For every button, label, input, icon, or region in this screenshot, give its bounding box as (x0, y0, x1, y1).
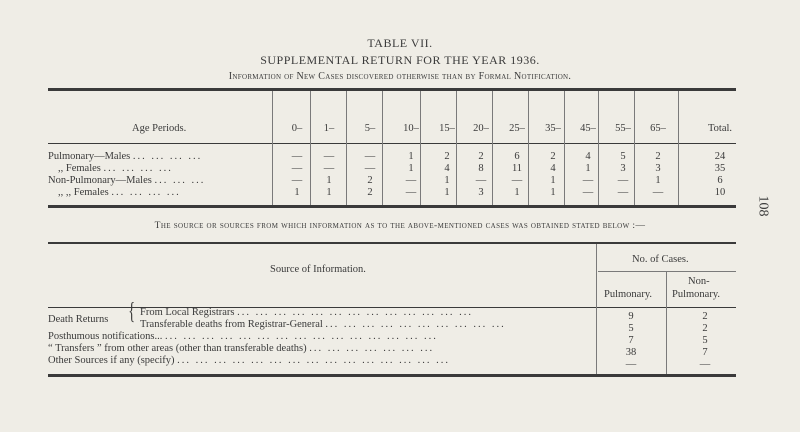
table2-row-label (48, 343, 434, 354)
table1-cell: 3 (620, 163, 626, 174)
leader-dots: ... ... ... ... (132, 151, 203, 162)
table1-header-rule (48, 143, 736, 144)
page-number: 108 (755, 195, 771, 217)
table2-row-label (48, 355, 450, 366)
table1-cell: — (323, 163, 335, 174)
table1-column-divider (678, 91, 679, 205)
row-label-text: Transferable deaths from Registrar-General (140, 319, 323, 330)
table1-cell: — (364, 163, 376, 174)
table1-cell: 1 (550, 175, 556, 186)
table1-cell: 6 (717, 175, 723, 186)
nonpulmonary-header-line1: Non- (688, 276, 710, 287)
column-header: 15– (439, 123, 455, 134)
table1-cell: 1 (514, 187, 520, 198)
table2-divider (596, 244, 597, 374)
table1-cell: — (405, 175, 417, 186)
table1-cell: 1 (326, 187, 332, 198)
pulmonary-header: Pulmonary. (604, 289, 653, 300)
table1-cell: 6 (514, 151, 520, 162)
table2-row-label (48, 331, 438, 342)
pulmonary-cell: 7 (628, 335, 634, 346)
cases-header: No. of Cases. (632, 254, 689, 265)
table1-cell: 35 (714, 163, 726, 174)
table1-cell: 8 (478, 163, 484, 174)
table2-row-label (140, 319, 506, 330)
nonpulmonary-header-line2: Pulmonary. (672, 289, 721, 300)
nonpulmonary-cell: 7 (702, 347, 708, 358)
row-label-text: ,, ,, Females (58, 187, 109, 198)
table1-cell: 2 (550, 151, 556, 162)
column-header: 55– (615, 123, 631, 134)
table1-cell: 1 (655, 175, 661, 186)
table1-row-label (58, 163, 173, 174)
pulmonary-cell: 5 (628, 323, 634, 334)
nonpulmonary-cell: 5 (702, 335, 708, 346)
table1-cell: 1 (408, 163, 414, 174)
table1-top-rule (48, 88, 736, 91)
nonpulmonary-cell: 2 (702, 311, 708, 322)
column-header: 45– (580, 123, 596, 134)
column-header: 0– (291, 123, 303, 134)
row-label-text: Non-Pulmonary—Males (48, 175, 152, 186)
column-header: 25– (509, 123, 525, 134)
column-header: 1– (323, 123, 335, 134)
table2-divider (666, 272, 667, 374)
table1-cell: 5 (620, 151, 626, 162)
table1-cell: 3 (478, 187, 484, 198)
table1-cell: 4 (585, 151, 591, 162)
row-label-text: Other Sources if any (specify) (48, 355, 175, 366)
brace-glyph: { (128, 299, 136, 325)
table1-cell: 1 (444, 187, 450, 198)
row-label-text: ,, Females (58, 163, 101, 174)
column-header: 5– (364, 123, 376, 134)
table1-cell: — (291, 151, 303, 162)
table1-cell: 1 (408, 151, 414, 162)
table1-bottom-rule (48, 205, 736, 208)
table2-bottom-rule (48, 374, 736, 377)
table1-cell: 1 (444, 175, 450, 186)
table2-top-rule (48, 242, 736, 244)
row-label-text: Pulmonary—Males (48, 151, 131, 162)
table1-cell: — (291, 163, 303, 174)
table1-cell: — (323, 151, 335, 162)
table1-cell: 2 (367, 175, 373, 186)
leader-dots: ... ... ... ... ... ... ... (309, 343, 435, 354)
table1-row-label (58, 187, 181, 198)
leader-dots: ... ... ... ... (111, 187, 181, 198)
table1-cell: — (652, 187, 664, 198)
table1-cell: 4 (444, 163, 450, 174)
nonpulmonary-cell: 2 (702, 323, 708, 334)
table1-cell: 1 (326, 175, 332, 186)
death-returns-label: Death Returns (48, 314, 109, 325)
table1-cell: 1 (294, 187, 300, 198)
table1-cell: 2 (444, 151, 450, 162)
leader-dots: ... ... ... ... (103, 163, 173, 174)
pulmonary-cell: 38 (625, 347, 637, 358)
leader-dots: ... ... ... ... ... ... ... ... ... ... ... ... ... ... ... (177, 355, 451, 366)
table1-cell: 1 (550, 187, 556, 198)
table1-cell: 2 (478, 151, 484, 162)
table1-row-label (48, 175, 205, 186)
leader-dots: ... ... ... ... ... ... ... ... ... ... ... ... ... ... ... (164, 331, 438, 342)
table1-cell: — (582, 187, 594, 198)
table1-cell: 24 (714, 151, 726, 162)
row-label-text: “ Transfers ” from other areas (other than transferable deaths) (48, 343, 307, 354)
table1-cell: 3 (655, 163, 661, 174)
table-title: TABLE VII. (367, 36, 433, 50)
table1-column-divider (272, 91, 273, 205)
age-periods-header: Age Periods. (132, 123, 187, 134)
column-header: 35– (545, 123, 561, 134)
table1-cell: 10 (714, 187, 726, 198)
nonpulmonary-cell: — (699, 359, 711, 370)
table1-cell: — (617, 187, 629, 198)
table1-column-divider (346, 91, 347, 205)
table1-row-label (48, 151, 202, 162)
table1-cell: — (405, 187, 417, 198)
table1-cell: 2 (655, 151, 661, 162)
table1-cell: — (475, 175, 487, 186)
source-header: Source of Information. (270, 264, 366, 275)
leader-dots: ... ... ... (154, 175, 206, 186)
info-heading: Information of New Cases discovered otherwise than by Formal Notification. (228, 71, 572, 82)
column-header: 65– (650, 123, 666, 134)
table1-cell: 11 (511, 163, 523, 174)
pulmonary-cell: — (625, 359, 637, 370)
sources-note: The source or sources from which information as to the above-mentioned cases was obtained stated below :— (154, 221, 646, 231)
row-label-text: Posthumous notifications... (48, 331, 163, 342)
column-header: 10– (403, 123, 419, 134)
table1-cell: 2 (367, 187, 373, 198)
table1-cell: 1 (585, 163, 591, 174)
table1-cell: — (364, 151, 376, 162)
pulmonary-cell: 9 (628, 311, 634, 322)
table2-divider (598, 271, 736, 272)
table1-cell: — (511, 175, 523, 186)
table2-row-label (140, 307, 473, 318)
row-label-text: From Local Registrars (140, 307, 235, 318)
leader-dots: ... ... ... ... ... ... ... ... ... ... ... ... ... (237, 307, 473, 318)
column-header: Total. (707, 123, 733, 134)
table1-cell: 4 (550, 163, 556, 174)
column-header: 20– (473, 123, 489, 134)
table1-cell: — (582, 175, 594, 186)
table1-cell: — (291, 175, 303, 186)
leader-dots: ... ... ... ... ... ... ... ... ... ... (325, 319, 506, 330)
table-subtitle: SUPPLEMENTAL RETURN FOR THE YEAR 1936. (260, 53, 540, 67)
table1-cell: — (617, 175, 629, 186)
